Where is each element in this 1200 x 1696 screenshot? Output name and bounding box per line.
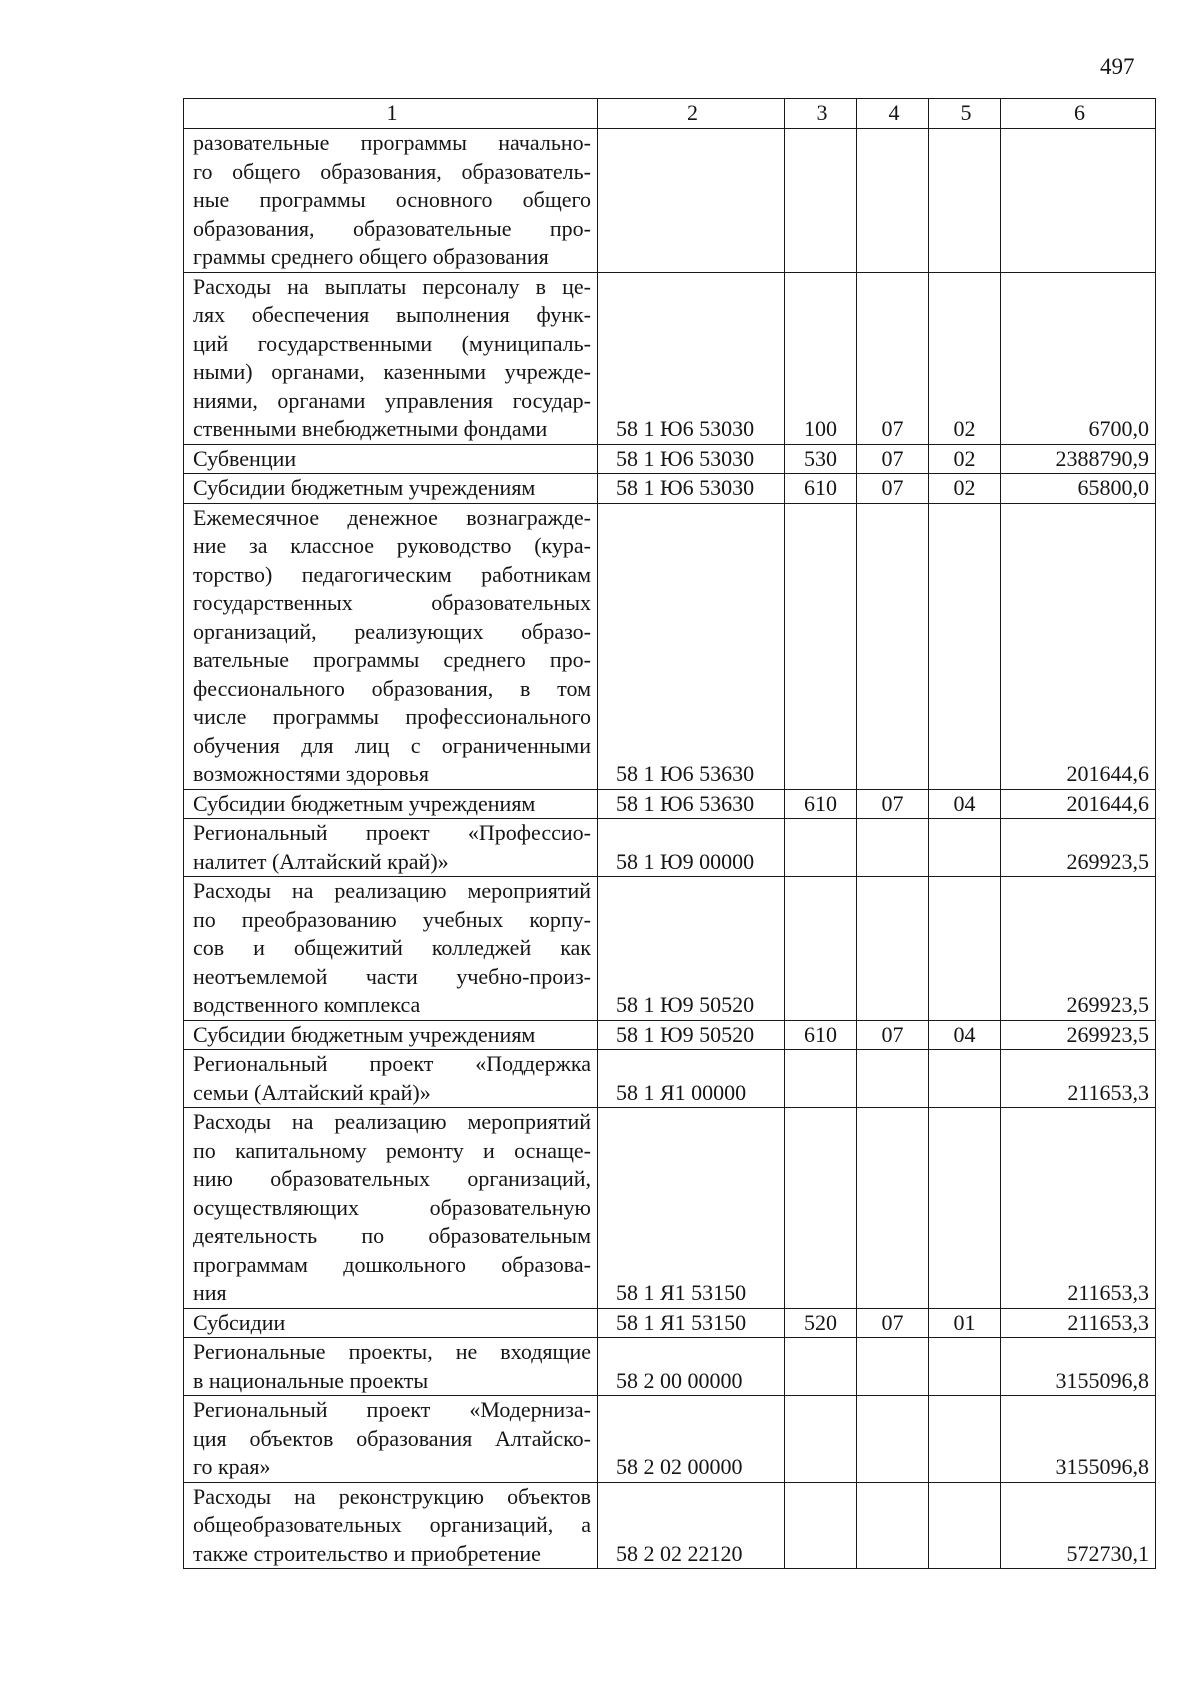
row-description [184,444,598,474]
description-line: обучения для лиц с ограниченными [193,732,591,758]
description-line: Расходы на реализацию мероприятий [193,1109,591,1134]
row-col-4: 07 [857,789,929,819]
row-col-4 [857,819,929,877]
row-col-3: 610 [785,1020,857,1050]
row-code: 58 2 00 00000 [598,1338,785,1396]
row-code: 58 1 Я1 00000 [598,1050,785,1108]
row-description [184,1108,598,1309]
row-amount: 572730,1 [1001,1482,1156,1569]
description-line: Ежемесячное денежное вознагражде- [193,504,591,530]
table-row [184,1338,1156,1396]
row-col-3 [785,1396,857,1483]
description-line: го общего образования, образователь- [193,158,591,184]
description-line: го края» [193,1454,271,1479]
header-row [184,99,1156,129]
row-col-5 [929,1482,1001,1569]
description-line: разовательные программы начально- [193,130,591,155]
row-code: 58 1 Ю6 53030 [598,272,785,444]
row-description [184,1396,598,1483]
row-amount: 211653,3 [1001,1050,1156,1108]
row-col-3 [785,1108,857,1309]
row-col-5: 04 [929,789,1001,819]
row-description [184,789,598,819]
description-line: по преобразованию учебных корпу- [193,906,591,932]
header-col-5: 5 [929,99,1001,129]
row-amount: 65800,0 [1001,474,1156,504]
description-line: ция объектов образования Алтайско- [193,1425,591,1451]
row-code: 58 1 Ю6 53030 [598,444,785,474]
description-line: организаций, реализующих образо- [193,618,591,644]
row-col-4 [857,1338,929,1396]
row-description [184,1050,598,1108]
description-line: водственного комплекса [193,992,421,1017]
description-line: Расходы на выплаты персоналу в це- [193,273,591,299]
row-amount: 269923,5 [1001,819,1156,877]
row-description [184,272,598,444]
description-line: фессионального образования, в том [193,675,591,701]
row-amount: 269923,5 [1001,877,1156,1021]
row-col-3: 520 [785,1308,857,1338]
description-line: по капитальному ремонту и оснаще- [193,1137,591,1163]
row-description [184,1020,598,1050]
table-row [184,1396,1156,1483]
row-amount: 211653,3 [1001,1108,1156,1309]
row-col-4 [857,1396,929,1483]
row-col-5: 04 [929,1020,1001,1050]
row-col-5 [929,1396,1001,1483]
row-code: 58 1 Ю9 00000 [598,819,785,877]
table-row [184,444,1156,474]
header-col-6: 6 [1001,99,1156,129]
row-col-3: 530 [785,444,857,474]
row-col-4: 07 [857,1308,929,1338]
row-amount: 201644,6 [1001,789,1156,819]
table-row [184,1108,1156,1309]
description-line: Региональный проект «Модерниза- [193,1397,591,1422]
row-col-3 [785,1338,857,1396]
row-code: 58 1 Ю6 53030 [598,474,785,504]
description-line: Региональные проекты, не входящие [193,1339,591,1364]
description-line: Субсидии бюджетным учреждениям [193,1021,536,1047]
row-col-5 [929,1050,1001,1108]
description-line: в национальные проекты [193,1367,429,1393]
description-line: осуществляющих образовательную [193,1194,591,1220]
row-code: 58 1 Ю9 50520 [598,1020,785,1050]
description-line: вательные программы среднего про- [193,647,591,672]
row-col-5: 01 [929,1308,1001,1338]
row-col-4: 07 [857,444,929,474]
table-row [184,1482,1156,1569]
row-col-4 [857,1482,929,1569]
description-line: Субсидии бюджетным учреждениям [193,475,536,500]
row-amount: 201644,6 [1001,503,1156,789]
header-col-3: 3 [785,99,857,129]
row-amount: 6700,0 [1001,272,1156,444]
row-description [184,129,598,273]
row-code: 58 1 Ю6 53630 [598,789,785,819]
header-col-2: 2 [598,99,785,129]
table-row [184,819,1156,877]
row-description [184,819,598,877]
description-line: ния [193,1280,227,1305]
description-line: государственных образовательных [193,590,591,615]
row-col-3: 610 [785,789,857,819]
row-amount: 3155096,8 [1001,1396,1156,1483]
description-line: Субвенции [193,445,297,471]
description-line: деятельность по образовательным [193,1223,591,1248]
row-col-4: 07 [857,474,929,504]
description-line: возможностями здоровья [193,761,429,786]
row-col-4: 07 [857,1020,929,1050]
row-amount [1001,129,1156,273]
row-description [184,503,598,789]
description-line: также строительство и приобретение [193,1540,541,1566]
row-col-5: 02 [929,272,1001,444]
row-col-3 [785,1050,857,1108]
description-line: числе программы профессионального [193,704,591,729]
row-col-3: 610 [785,474,857,504]
description-line: неотъемлемой части учебно-произ- [193,963,591,989]
description-line: торство) педагогическим работникам [193,561,591,587]
description-line: ными) органами, казенными учрежде- [193,359,591,384]
table-row [184,272,1156,444]
description-line: ние за классное руководство (кура- [193,533,591,558]
row-col-4 [857,1050,929,1108]
budget-table [183,98,1156,1569]
row-col-3 [785,1482,857,1569]
table-row [184,129,1156,273]
description-line: Субсидии бюджетным учреждениям [193,790,536,816]
row-col-5 [929,1338,1001,1396]
description-line: Региональный проект «Профессио- [193,820,591,845]
description-line: Расходы на реконструкцию объектов [193,1483,591,1509]
row-col-5 [929,819,1001,877]
table-row [184,1020,1156,1050]
row-col-5: 02 [929,474,1001,504]
row-description [184,877,598,1021]
header-col-4: 4 [857,99,929,129]
row-code: 58 2 02 00000 [598,1396,785,1483]
row-col-3: 100 [785,272,857,444]
row-code: 58 1 Ю9 50520 [598,877,785,1021]
row-code: 58 2 02 22120 [598,1482,785,1569]
row-col-5 [929,503,1001,789]
row-col-5 [929,877,1001,1021]
description-line: налитет (Алтайский край)» [193,848,449,874]
row-col-3 [785,503,857,789]
row-col-4 [857,503,929,789]
page-number: 497 [1100,54,1135,79]
description-line: граммы среднего общего образования [193,244,549,269]
row-description [184,1338,598,1396]
row-amount: 211653,3 [1001,1308,1156,1338]
description-line: ций государственными (муниципаль- [193,330,591,356]
description-line: сов и общежитий колледжей как [193,935,591,960]
description-line: семьи (Алтайский край)» [193,1079,431,1105]
row-col-3 [785,877,857,1021]
description-line: программам дошкольного образова- [193,1251,591,1277]
row-col-4: 07 [857,272,929,444]
row-amount: 269923,5 [1001,1020,1156,1050]
row-col-5: 02 [929,444,1001,474]
description-line: Региональный проект «Поддержка [193,1051,591,1076]
description-line: нию образовательных организаций, [193,1166,591,1191]
description-line: ниями, органами управления государ- [193,387,591,413]
table-row [184,503,1156,789]
table-row [184,877,1156,1021]
row-col-3 [785,819,857,877]
row-col-4 [857,129,929,273]
row-description [184,1308,598,1338]
row-col-5 [929,1108,1001,1309]
description-line: общеобразовательных организаций, а [193,1512,591,1537]
row-col-3 [785,129,857,273]
header-col-1: 1 [184,99,598,129]
description-line: лях обеспечения выполнения функ- [193,302,591,327]
description-line: ственными внебюджетными фондами [193,416,548,441]
table-row [184,1308,1156,1338]
table-row [184,789,1156,819]
description-line: ные программы основного общего [193,187,591,212]
table-row [184,1050,1156,1108]
row-code: 58 1 Я1 53150 [598,1108,785,1309]
row-amount: 2388790,9 [1001,444,1156,474]
row-col-4 [857,877,929,1021]
description-line: Расходы на реализацию мероприятий [193,878,591,903]
description-line: образования, образовательные про- [193,215,591,241]
row-code: 58 1 Я1 53150 [598,1308,785,1338]
row-code [598,129,785,273]
row-amount: 3155096,8 [1001,1338,1156,1396]
row-col-5 [929,129,1001,273]
description-line: Субсидии [193,1309,286,1335]
row-description [184,474,598,504]
table-row [184,474,1156,504]
row-code: 58 1 Ю6 53630 [598,503,785,789]
row-col-4 [857,1108,929,1309]
row-description [184,1482,598,1569]
